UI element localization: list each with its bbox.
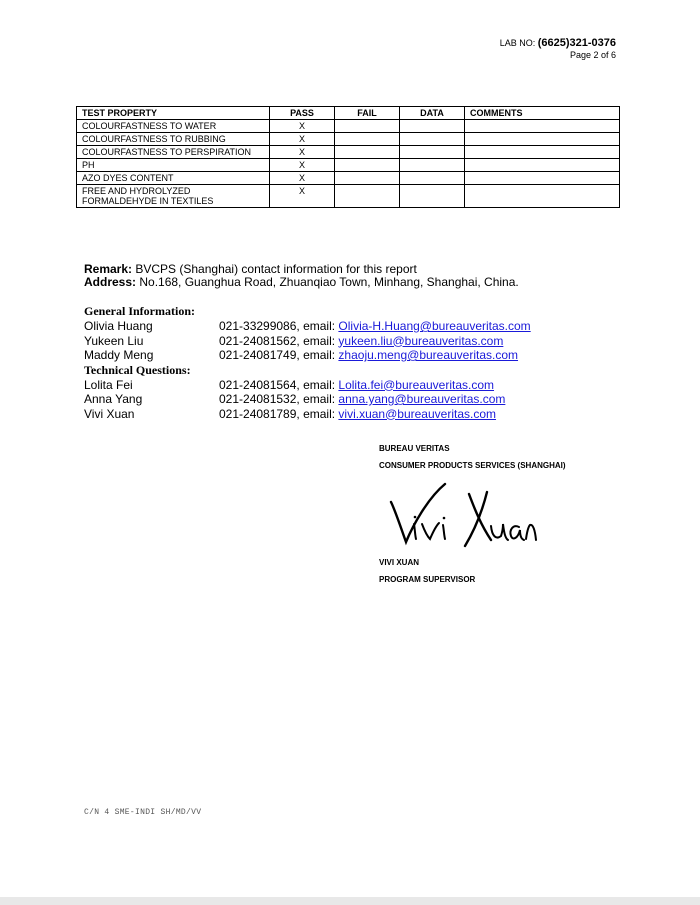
table-row [77,172,620,185]
test-property: PH [77,159,270,172]
fail-cell [335,146,400,159]
contact-info [219,348,518,363]
comments-cell [465,172,620,185]
contact-name: Lolita Fei [84,377,133,392]
comments-cell [465,120,620,133]
table-row [77,120,620,133]
email-link[interactable]: anna.yang@bureauveritas.com [338,392,506,406]
table-row [77,159,620,172]
contact-info [219,319,531,334]
footer-code: C/N 4 SME-INDI SH/MD/VV [84,808,202,817]
address-label: Address: [84,275,137,289]
address-text: No.168, Guanghua Road, Zhuanqiao Town, Minhang, Shanghai, China. [136,275,519,289]
page-indicator: Page 2 of 6 [569,50,616,60]
contact-list [84,304,531,421]
fail-cell [335,185,400,208]
col-header-pass: PASS [270,107,335,120]
contact-phone: 021-24081562, email: [219,333,339,348]
data-cell [400,172,465,185]
contact-phone: 021-33299086, email: [219,319,339,333]
general-info-title: General Information: [84,304,195,318]
page-bottom-margin [0,897,700,905]
technical-questions-title: Technical Questions: [84,362,191,377]
contact-row [84,334,531,349]
test-property [77,185,270,208]
contact-name: Yukeen Liu [84,333,144,348]
contact-info [219,378,494,393]
fail-cell [335,133,400,146]
contact-row [84,319,531,334]
fail-cell [335,120,400,133]
pass-mark: X [270,172,335,185]
email-link[interactable]: yukeen.liu@bureauveritas.com [338,333,504,348]
data-cell [400,120,465,133]
data-cell [400,185,465,208]
pass-mark: X [270,146,335,159]
email-link[interactable]: vivi.xuan@bureauveritas.com [338,406,497,421]
lab-number [500,37,616,50]
contact-row [84,407,531,422]
data-cell [400,146,465,159]
col-header-comments: COMMENTS [465,107,620,120]
col-header-data: DATA [400,107,465,120]
table-row [77,185,620,208]
col-header-test-property: TEST PROPERTY [77,107,270,120]
contact-name: Vivi Xuan [84,406,135,421]
col-header-fail: FAIL [335,107,400,120]
data-cell [400,133,465,146]
address-line [84,276,519,289]
pass-mark: X [270,185,335,208]
lab-no-value: (6625)321-0376 [537,37,616,49]
test-results-table [76,106,620,208]
fail-cell [335,172,400,185]
signatory-division: CONSUMER PRODUCTS SERVICES (SHANGHAI) [379,461,566,470]
table-row [77,146,620,159]
contact-phone: 021-24081532, email: [219,392,339,406]
fail-cell [335,159,400,172]
contact-phone: 021-24081564, email: [219,377,339,392]
contact-info [219,392,505,407]
pass-mark: X [270,120,335,133]
report-header [500,37,616,61]
contact-row [84,392,531,407]
comments-cell [465,185,620,208]
comments-cell [465,146,620,159]
test-property: COLOURFASTNESS TO WATER [77,120,270,133]
comments-cell [465,133,620,146]
signatory-title: PROGRAM SUPERVISOR [379,575,476,584]
contact-phone: 021-24081749, email: [219,348,339,362]
contact-name: Anna Yang [84,392,143,406]
table-row [77,133,620,146]
pass-mark: X [270,133,335,146]
contact-info [219,407,496,422]
contact-name: Maddy Meng [84,348,154,362]
handwritten-signature [383,480,543,552]
email-link[interactable]: zhaoju.meng@bureauveritas.com [338,348,519,362]
signatory-name: VIVI XUAN [379,558,420,567]
comments-cell [465,159,620,172]
email-link[interactable]: Lolita.fei@bureauveritas.com [338,377,495,392]
contact-info [219,334,503,349]
test-property: COLOURFASTNESS TO RUBBING [77,133,270,146]
signatory-company: BUREAU VERITAS [379,444,450,453]
contact-row [84,378,531,393]
lab-no-label: LAB NO: [499,38,538,48]
contact-row [84,348,531,363]
remark-text: BVCPS (Shanghai) contact information for this report [132,262,417,276]
contact-name: Olivia Huang [84,319,153,333]
email-link[interactable]: Olivia-H.Huang@bureauveritas.com [338,319,531,333]
test-property: COLOURFASTNESS TO PERSPIRATION [77,146,270,159]
test-property-line: FREE AND HYDROLYZED [82,186,191,196]
remark-block [84,263,519,289]
remark-label: Remark: [84,262,133,276]
test-property: AZO DYES CONTENT [77,172,270,185]
data-cell [400,159,465,172]
table-header-row [77,107,620,120]
signature-block [379,440,566,588]
pass-mark: X [270,159,335,172]
test-property-line: FORMALDEHYDE IN TEXTILES [82,196,214,206]
contact-phone: 021-24081789, email: [219,406,339,421]
